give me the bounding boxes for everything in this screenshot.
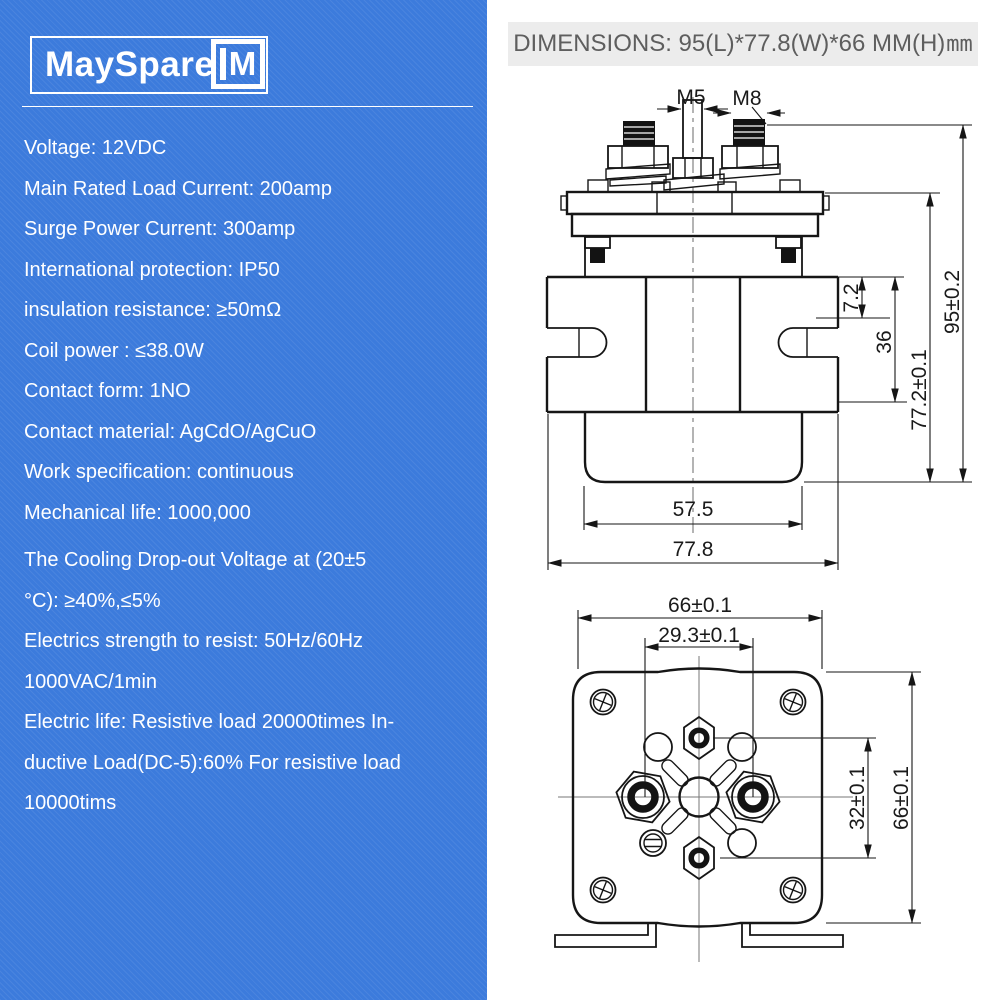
dimensions-banner [508, 22, 978, 66]
dim-66-top-label: 66±0.1 [667, 594, 733, 617]
emblem-letter: M [228, 44, 257, 82]
cap-lower-band [572, 214, 818, 236]
spec-line-load-current: Main Rated Load Current: 200amp [24, 177, 332, 200]
spec-panel [0, 0, 487, 1000]
brand-name: MaySpare [45, 45, 215, 84]
spec-line-contact-material: Contact material: AgCdO/AgCuO [24, 420, 317, 443]
spec-line-protection: International protection: IP50 [24, 258, 280, 281]
dim-77-8-label: 77.8 [672, 538, 714, 561]
dim-7-2-label: 7.2 [840, 283, 863, 313]
spec-line-coil-power: Coil power : ≤38.0W [24, 339, 204, 362]
spec-line-electric-life-3: 10000tims [24, 792, 117, 814]
dim-57-5-label: 57.5 [672, 498, 714, 521]
dim-36-label: 36 [873, 330, 896, 354]
dim-29-3-label: 29.3±0.1 [658, 624, 740, 647]
slotted-screw [640, 830, 666, 856]
brand-logo [30, 36, 268, 94]
dim-77-2-label: 77.2±0.1 [908, 349, 931, 431]
spec-list [24, 128, 484, 824]
spec-line-strength-2: 1000VAC/1min [24, 670, 158, 693]
mounting-flange-right [742, 924, 843, 947]
corner-screw [781, 878, 806, 903]
spec-line-strength-1: Electrics strength to resist: 50Hz/60Hz [24, 630, 364, 652]
dim-95-label: 95±0.2 [941, 269, 964, 335]
dim-32-label: 32±0.1 [846, 765, 869, 831]
spec-line-dropout-1: The Cooling Drop-out Voltage at (20±5 [24, 549, 367, 571]
dim-m5-label: M5 [676, 86, 706, 109]
corner-screw [591, 690, 616, 715]
spec-line-contact-form: Contact form: 1NO [24, 380, 191, 402]
vent-hole [644, 733, 672, 761]
spec-line-electric-life-1: Electric life: Resistive load 20000times In- [24, 711, 395, 733]
spec-line-dropout-2: °C): ≥40%,≤5% [24, 589, 161, 612]
spec-line-electric-life-2: ductive Load(DC-5):60% For resistive load [24, 751, 401, 774]
spec-line-surge-current: Surge Power Current: 300amp [24, 218, 296, 240]
technical-drawing [490, 70, 1000, 970]
spec-line-voltage: Voltage: 12VDC [24, 137, 167, 159]
dim-m8-label: M8 [732, 87, 762, 110]
vent-hole [728, 829, 756, 857]
cap-top-band [567, 192, 823, 214]
brand-emblem-icon [211, 39, 265, 89]
mounting-flange-left [555, 924, 656, 947]
dim-66-right-label: 66±0.1 [890, 765, 913, 831]
spec-line-mech-life: Mechanical life: 1000,000 [24, 501, 251, 524]
spec-line-insulation: insulation resistance: ≥50mΩ [24, 299, 282, 321]
divider-line [22, 106, 473, 107]
corner-screw [781, 690, 806, 715]
corner-screw [591, 878, 616, 903]
emblem-bar [220, 48, 226, 80]
dimensions-title: DIMENSIONS: 95(L)*77.8(W)*66 MM(H) [513, 30, 946, 57]
front-view-drawing [547, 86, 972, 570]
spec-line-work-spec: Work specification: continuous [24, 461, 294, 483]
dimensions-unit: mm [946, 31, 973, 57]
bottom-view-drawing [555, 594, 921, 962]
vent-hole [728, 733, 756, 761]
